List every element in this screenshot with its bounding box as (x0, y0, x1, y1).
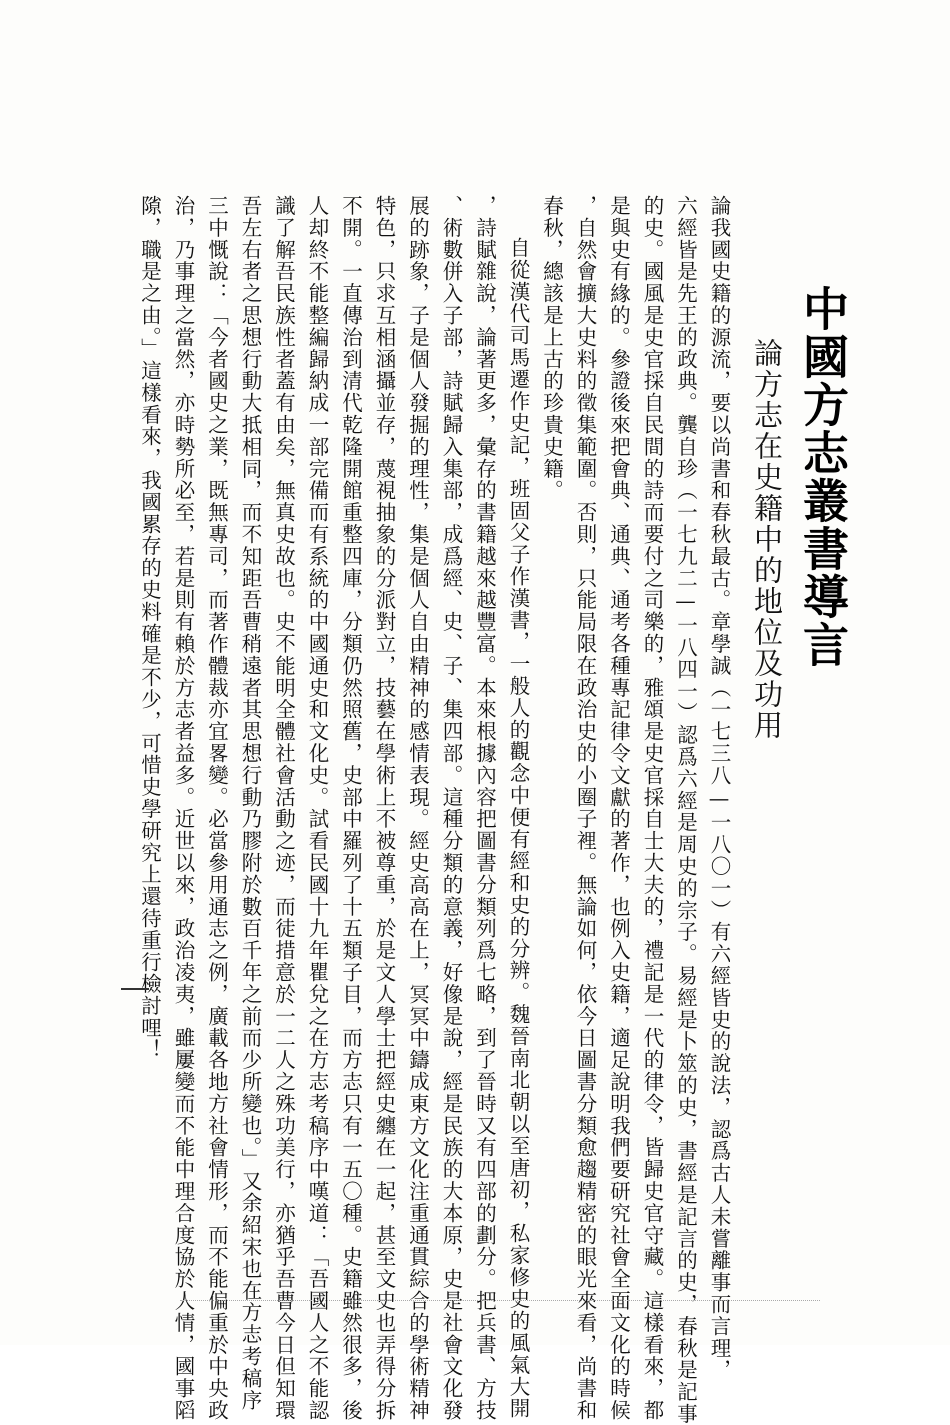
text-line: 自從漢代司馬遷作史記，班固父子作漢書，一般人的觀念中便有經和史的分辨。魏晉南北朝以至唐初，私家修史的風氣大開 (506, 237, 530, 1420)
text-line: 不開。一直傳治到清代乾隆開館重整四庫，分類仍然照舊，史部中羅列了十五類子目，而方志只有一五〇種。史籍雖然很多，後 (338, 195, 363, 1422)
text-line: 是與史有緣的。參證後來把會典、通典、通考各種專記律令文獻的著作，也例入史籍，適足說明我們要研究社會全面文化的時候 (606, 195, 631, 1422)
page-number (121, 978, 122, 979)
text-line: 的史。國風是史官採自民間的詩而要付之司樂的，雅頌是史官採自士大夫的，禮記是一代的律令，皆歸史官守藏。這樣看來，都 (640, 195, 664, 1422)
text-line: 特色，只求互相涵攝並存，蔑視抽象的分派對立，技藝在學術上不被尊重，於是文人學士把經史纏在一起，甚至文史也弄得分拆 (372, 195, 396, 1422)
text-line: 、術數併入子部，詩賦歸入集部，成爲經、史、子、集四部。這種分類的意義，好像是說，經是民族的大本原，史是社會文化發 (439, 195, 463, 1422)
page-title: 中國方志叢書導言 (796, 285, 850, 669)
text-line: 春秋，總該是上古的珍貴史籍。 (539, 195, 564, 502)
text-line: 展的跡象，子是個人發掘的理性，集是個人自由精神的感情表現。經史高高在上，冥冥中鑄成東方文化注重通貫綜合的學術精神 (405, 195, 430, 1422)
text-line: 人却終不能整編歸納成一部完備而有系統的中國通史和文化史。試看民國十九年瞿兌之在方志考稿序中嘆道：「吾國人之不能認 (305, 195, 329, 1422)
page-number-marker (121, 988, 149, 990)
text-line: 𨻶，職是之由。」這樣看來，我國累存的史料確是不少，可惜史學研究上還待重行檢討哩！ (137, 195, 162, 1061)
scan-noise-line (180, 1300, 820, 1301)
text-line: 吾左右者之思想行動大抵相同，而不知距吾曹稍遠者其思想行動乃膠附於數百千年之前而少所變也。」又余紹宋也在方志考稿序 (238, 195, 262, 1412)
text-line: 六經皆是先王的政典。龔自珍（一七九二—一八四一）認爲六經是周史的宗子。易經是卜筮的史，書經是記言的史，春秋是記事 (673, 195, 698, 1425)
text-line: 治，乃事理之當然，亦時勢所必至，若是則有賴於方志者益多。近世以來，政治凌夷，雖屢變而不能中理合度協於人情，國事䧟 (171, 195, 195, 1422)
body-text (132, 195, 735, 1425)
text-line: ，自然會擴大史料的徵集範圍。否則，只能局限在政治史的小圈子裡。無論如何，依今日圖書分類愈趨精密的眼光來看，尚書和 (573, 195, 597, 1422)
text-line: 識了解吾民族性者蓋有由矣，無真史故也。史不能明全體社會活動之迹，而徒措意於一二人之殊功美行，亦猶乎吾曹今日但知環 (271, 195, 296, 1422)
text-line: ，詩賦雜說，論著更多，彙存的書籍越來越豐富。本來根據內容把圖書分類列爲七略，到了晉時又有四部的劃分。把兵書、方技 (472, 195, 497, 1422)
text-line: 三中慨說：「今者國史之業，既無專司，而著作體裁亦宜畧變。必當參用通志之例，廣載各地方社會情形，而不能偏重於中央政 (204, 195, 229, 1422)
text-line: 論我國史籍的源流，要以尚書和春秋最古。章學誠（一七三八—一八〇一）有六經皆史的說法，認爲古人未嘗離事而言理， (707, 195, 731, 1382)
page-subtitle: 論方志在史籍中的地位及功用 (750, 338, 784, 741)
